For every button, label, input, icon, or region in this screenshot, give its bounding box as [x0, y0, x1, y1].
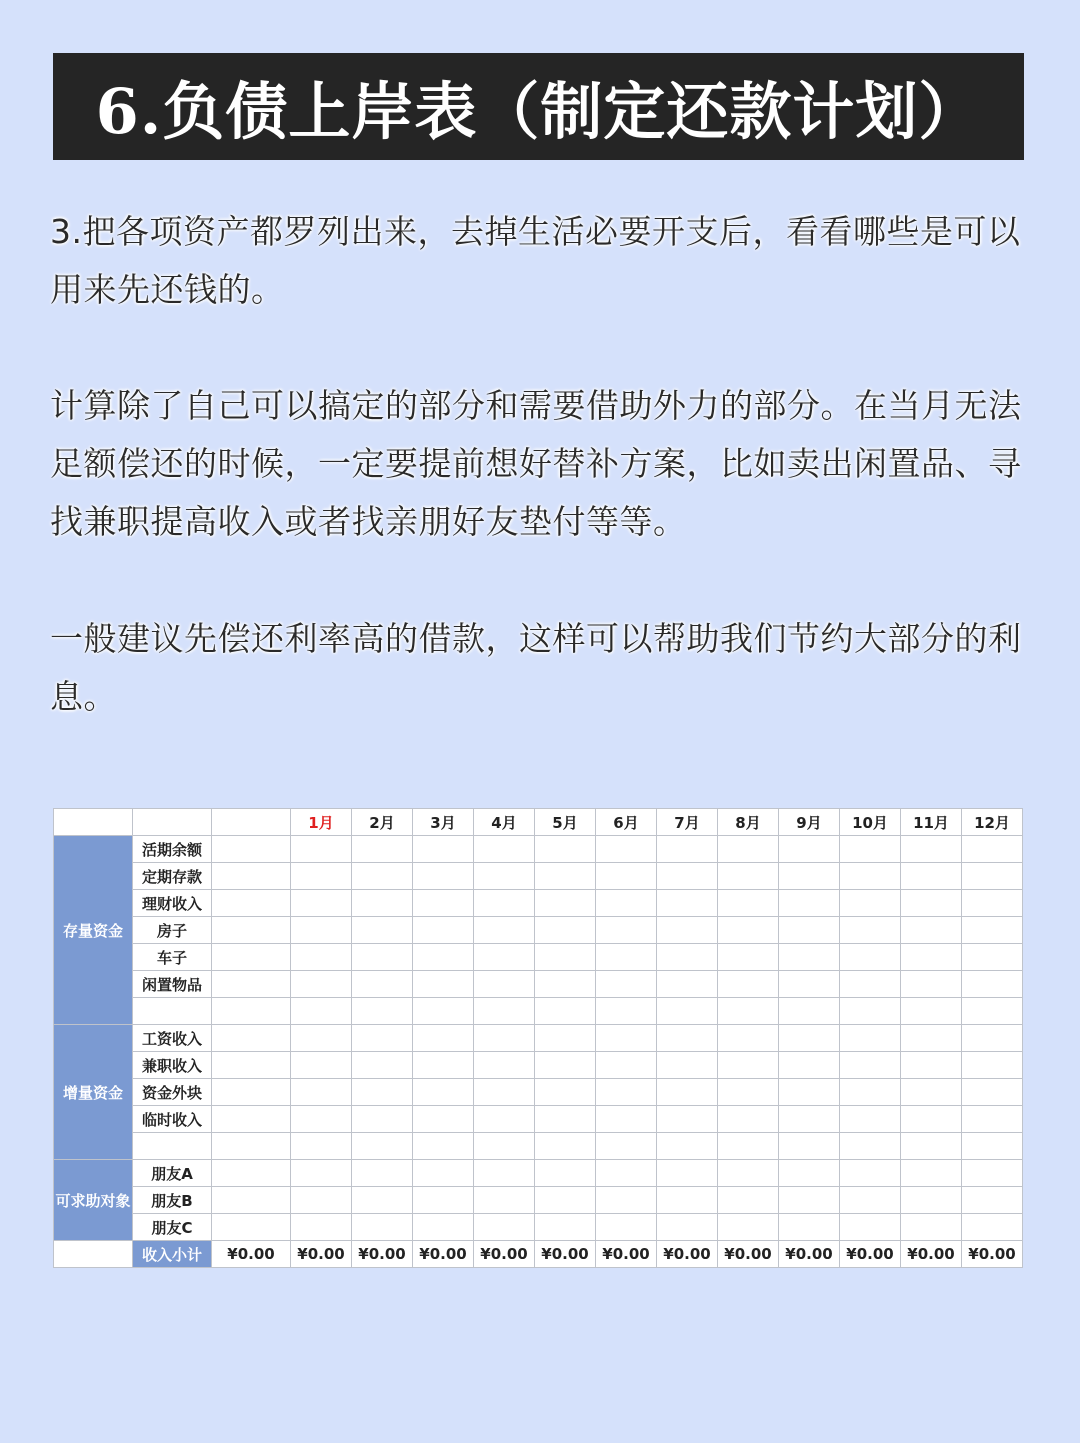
value-cell[interactable]: [657, 1214, 718, 1241]
subtotal-value: ¥0.00: [474, 1241, 535, 1268]
value-cell[interactable]: [352, 1079, 413, 1106]
table-row: [54, 1052, 1023, 1079]
value-cell[interactable]: [535, 1133, 596, 1160]
value-cell[interactable]: [901, 1025, 962, 1052]
value-cell[interactable]: [474, 1133, 535, 1160]
value-cell[interactable]: [413, 836, 474, 863]
value-cell[interactable]: [413, 890, 474, 917]
value-cell[interactable]: [657, 890, 718, 917]
value-cell[interactable]: [779, 1133, 840, 1160]
value-cell[interactable]: [657, 836, 718, 863]
value-cell[interactable]: [962, 1160, 1023, 1187]
value-cell[interactable]: [840, 1052, 901, 1079]
table-row: [54, 1133, 1023, 1160]
value-cell[interactable]: [596, 890, 657, 917]
value-cell[interactable]: [779, 998, 840, 1025]
value-cell[interactable]: [718, 1187, 779, 1214]
value-cell[interactable]: [291, 1052, 352, 1079]
table-row: [54, 917, 1023, 944]
value-cell[interactable]: [901, 1214, 962, 1241]
table-row: [54, 944, 1023, 971]
value-cell[interactable]: [962, 890, 1023, 917]
value-cell[interactable]: [413, 917, 474, 944]
subtotal-value: ¥0.00: [413, 1241, 474, 1268]
value-cell[interactable]: [352, 1187, 413, 1214]
item-label: 闲置物品: [133, 971, 212, 998]
value-cell[interactable]: [596, 1052, 657, 1079]
value-cell[interactable]: [413, 1160, 474, 1187]
value-cell[interactable]: [352, 944, 413, 971]
value-cell[interactable]: [291, 1079, 352, 1106]
value-cell[interactable]: [779, 1025, 840, 1052]
value-cell[interactable]: [474, 1052, 535, 1079]
value-cell[interactable]: [535, 1160, 596, 1187]
value-cell[interactable]: [474, 917, 535, 944]
value-cell[interactable]: [962, 836, 1023, 863]
value-cell[interactable]: [291, 1187, 352, 1214]
value-cell[interactable]: [962, 1052, 1023, 1079]
value-cell[interactable]: [718, 863, 779, 890]
table-row: [54, 863, 1023, 890]
value-cell[interactable]: [291, 1160, 352, 1187]
value-cell[interactable]: [212, 890, 291, 917]
item-label: 朋友B: [133, 1187, 212, 1214]
value-cell[interactable]: [474, 998, 535, 1025]
value-cell[interactable]: [413, 1025, 474, 1052]
value-cell[interactable]: [718, 917, 779, 944]
month-header-2: 2月: [352, 809, 413, 836]
value-cell[interactable]: [413, 1214, 474, 1241]
month-header-8: 8月: [718, 809, 779, 836]
header-blank-cell: [54, 809, 133, 836]
value-cell[interactable]: [962, 1025, 1023, 1052]
value-cell[interactable]: [657, 1052, 718, 1079]
value-cell[interactable]: [779, 1187, 840, 1214]
value-cell[interactable]: [212, 1079, 291, 1106]
value-cell[interactable]: [779, 1214, 840, 1241]
value-cell[interactable]: [212, 1052, 291, 1079]
header-blank-cell: [212, 809, 291, 836]
value-cell[interactable]: [779, 971, 840, 998]
value-cell[interactable]: [212, 1187, 291, 1214]
value-cell[interactable]: [840, 1133, 901, 1160]
value-cell[interactable]: [535, 863, 596, 890]
repayment-spreadsheet: [53, 808, 1023, 1268]
value-cell[interactable]: [291, 836, 352, 863]
value-cell[interactable]: [535, 1214, 596, 1241]
value-cell[interactable]: [413, 1106, 474, 1133]
value-cell[interactable]: [718, 1025, 779, 1052]
value-cell[interactable]: [535, 917, 596, 944]
value-cell[interactable]: [535, 1187, 596, 1214]
value-cell[interactable]: [657, 1025, 718, 1052]
value-cell[interactable]: [212, 1214, 291, 1241]
value-cell[interactable]: [535, 998, 596, 1025]
value-cell[interactable]: [413, 863, 474, 890]
value-cell[interactable]: [535, 1106, 596, 1133]
value-cell[interactable]: [596, 863, 657, 890]
value-cell[interactable]: [901, 1187, 962, 1214]
value-cell[interactable]: [901, 1052, 962, 1079]
value-cell[interactable]: [901, 1133, 962, 1160]
value-cell[interactable]: [291, 890, 352, 917]
value-cell[interactable]: [413, 1079, 474, 1106]
value-cell[interactable]: [352, 917, 413, 944]
value-cell[interactable]: [779, 1106, 840, 1133]
value-cell[interactable]: [352, 863, 413, 890]
value-cell[interactable]: [718, 971, 779, 998]
subtotal-value: ¥0.00: [657, 1241, 718, 1268]
value-cell[interactable]: [962, 863, 1023, 890]
value-cell[interactable]: [212, 836, 291, 863]
value-cell[interactable]: [212, 1106, 291, 1133]
value-cell[interactable]: [657, 1133, 718, 1160]
month-header-12: 12月: [962, 809, 1023, 836]
value-cell[interactable]: [413, 1052, 474, 1079]
value-cell[interactable]: [901, 836, 962, 863]
value-cell[interactable]: [474, 836, 535, 863]
paragraph-backup-plan: 计算除了自己可以搞定的部分和需要借助外力的部分。在当月无法足额偿还的时候，一定要提前想好替补方案，比如卖出闲置品、寻找兼职提高收入或者找亲朋好友垫付等等。: [50, 386, 1022, 541]
value-cell[interactable]: [901, 971, 962, 998]
subtotal-value: ¥0.00: [596, 1241, 657, 1268]
value-cell[interactable]: [212, 944, 291, 971]
value-cell[interactable]: [962, 917, 1023, 944]
value-cell[interactable]: [718, 1133, 779, 1160]
value-cell[interactable]: [212, 1160, 291, 1187]
value-cell[interactable]: [840, 998, 901, 1025]
value-cell[interactable]: [840, 1079, 901, 1106]
month-header-1: 1月: [291, 809, 352, 836]
value-cell[interactable]: [840, 1160, 901, 1187]
item-label: 理财收入: [133, 890, 212, 917]
value-cell[interactable]: [779, 1079, 840, 1106]
value-cell[interactable]: [779, 836, 840, 863]
value-cell[interactable]: [352, 1052, 413, 1079]
value-cell[interactable]: [212, 1025, 291, 1052]
value-cell[interactable]: [291, 917, 352, 944]
item-label: 临时收入: [133, 1106, 212, 1133]
subtotal-blank-cell: [54, 1241, 133, 1268]
value-cell[interactable]: [474, 1079, 535, 1106]
value-cell[interactable]: [718, 1160, 779, 1187]
value-cell[interactable]: [596, 1025, 657, 1052]
value-cell[interactable]: [474, 1025, 535, 1052]
subtotal-value: ¥0.00: [962, 1241, 1023, 1268]
value-cell[interactable]: [657, 863, 718, 890]
value-cell[interactable]: [840, 863, 901, 890]
table-row: [54, 1160, 1023, 1187]
value-cell[interactable]: [718, 944, 779, 971]
value-cell[interactable]: [840, 917, 901, 944]
value-cell[interactable]: [413, 971, 474, 998]
value-cell[interactable]: [291, 1025, 352, 1052]
value-cell[interactable]: [901, 890, 962, 917]
value-cell[interactable]: [352, 998, 413, 1025]
value-cell[interactable]: [413, 1187, 474, 1214]
value-cell[interactable]: [840, 836, 901, 863]
value-cell[interactable]: [413, 1133, 474, 1160]
value-cell[interactable]: [352, 890, 413, 917]
paragraph-interest-advice: 一般建议先偿还利率高的借款，这样可以帮助我们节约大部分的利息。: [50, 619, 1022, 716]
value-cell[interactable]: [596, 971, 657, 998]
value-cell[interactable]: [352, 1133, 413, 1160]
value-cell[interactable]: [779, 890, 840, 917]
group-label: 增量资金: [54, 1025, 133, 1160]
value-cell[interactable]: [718, 1214, 779, 1241]
value-cell[interactable]: [901, 1079, 962, 1106]
value-cell[interactable]: [718, 998, 779, 1025]
group-label: 存量资金: [54, 836, 133, 1025]
month-header-9: 9月: [779, 809, 840, 836]
value-cell[interactable]: [535, 971, 596, 998]
value-cell[interactable]: [291, 971, 352, 998]
value-cell[interactable]: [840, 971, 901, 998]
value-cell[interactable]: [352, 836, 413, 863]
value-cell[interactable]: [962, 998, 1023, 1025]
value-cell[interactable]: [474, 1106, 535, 1133]
value-cell[interactable]: [718, 1079, 779, 1106]
value-cell[interactable]: [474, 890, 535, 917]
item-label: 朋友A: [133, 1160, 212, 1187]
value-cell[interactable]: [840, 1214, 901, 1241]
table-row: [54, 1187, 1023, 1214]
value-cell[interactable]: [962, 1106, 1023, 1133]
value-cell[interactable]: [962, 971, 1023, 998]
value-cell[interactable]: [840, 1106, 901, 1133]
value-cell[interactable]: [657, 1160, 718, 1187]
value-cell[interactable]: [474, 1187, 535, 1214]
value-cell[interactable]: [901, 944, 962, 971]
subtotal-value: ¥0.00: [212, 1241, 291, 1268]
value-cell[interactable]: [901, 1160, 962, 1187]
value-cell[interactable]: [779, 944, 840, 971]
value-cell[interactable]: [474, 863, 535, 890]
value-cell[interactable]: [718, 1052, 779, 1079]
value-cell[interactable]: [596, 998, 657, 1025]
subtotal-value: ¥0.00: [779, 1241, 840, 1268]
item-label: 活期余额: [133, 836, 212, 863]
month-header-4: 4月: [474, 809, 535, 836]
subtotal-value: ¥0.00: [291, 1241, 352, 1268]
value-cell[interactable]: [596, 1187, 657, 1214]
paragraph-assets: 3.把各项资产都罗列出来，去掉生活必要开支后，看看哪些是可以用来先还钱的。: [50, 212, 1021, 309]
value-cell[interactable]: [840, 944, 901, 971]
item-label: 兼职收入: [133, 1052, 212, 1079]
value-cell[interactable]: [962, 944, 1023, 971]
value-cell[interactable]: [413, 998, 474, 1025]
value-cell[interactable]: [657, 998, 718, 1025]
value-cell[interactable]: [901, 863, 962, 890]
value-cell[interactable]: [535, 1052, 596, 1079]
value-cell[interactable]: [291, 1106, 352, 1133]
value-cell[interactable]: [596, 1133, 657, 1160]
value-cell[interactable]: [596, 1214, 657, 1241]
value-cell[interactable]: [352, 1214, 413, 1241]
value-cell[interactable]: [413, 944, 474, 971]
value-cell[interactable]: [596, 917, 657, 944]
value-cell[interactable]: [962, 1133, 1023, 1160]
value-cell[interactable]: [962, 1079, 1023, 1106]
value-cell[interactable]: [657, 917, 718, 944]
value-cell[interactable]: [840, 890, 901, 917]
table-row: [54, 1214, 1023, 1241]
value-cell[interactable]: [718, 836, 779, 863]
value-cell[interactable]: [352, 1025, 413, 1052]
subtotal-value: ¥0.00: [535, 1241, 596, 1268]
subtotal-row: [54, 1241, 1023, 1268]
subtotal-value: ¥0.00: [840, 1241, 901, 1268]
value-cell[interactable]: [718, 1106, 779, 1133]
table-row: [54, 1106, 1023, 1133]
value-cell[interactable]: [474, 1214, 535, 1241]
item-label: 车子: [133, 944, 212, 971]
value-cell[interactable]: [291, 863, 352, 890]
value-cell[interactable]: [596, 1160, 657, 1187]
table-row: [54, 1079, 1023, 1106]
value-cell[interactable]: [901, 917, 962, 944]
header-blank-cell: [133, 809, 212, 836]
value-cell[interactable]: [901, 998, 962, 1025]
value-cell[interactable]: [657, 1106, 718, 1133]
value-cell[interactable]: [657, 944, 718, 971]
value-cell[interactable]: [212, 863, 291, 890]
value-cell[interactable]: [352, 1106, 413, 1133]
month-header-6: 6月: [596, 809, 657, 836]
value-cell[interactable]: [657, 1187, 718, 1214]
item-label: 房子: [133, 917, 212, 944]
subtotal-value: ¥0.00: [901, 1241, 962, 1268]
value-cell[interactable]: [718, 890, 779, 917]
value-cell[interactable]: [962, 1214, 1023, 1241]
item-label: 工资收入: [133, 1025, 212, 1052]
value-cell[interactable]: [474, 971, 535, 998]
value-cell[interactable]: [291, 998, 352, 1025]
value-cell[interactable]: [212, 917, 291, 944]
month-header-10: 10月: [840, 809, 901, 836]
value-cell[interactable]: [779, 917, 840, 944]
value-cell[interactable]: [596, 1106, 657, 1133]
value-cell[interactable]: [535, 1025, 596, 1052]
value-cell[interactable]: [657, 1079, 718, 1106]
value-cell[interactable]: [901, 1106, 962, 1133]
value-cell[interactable]: [779, 1052, 840, 1079]
value-cell[interactable]: [535, 836, 596, 863]
item-label: [133, 1133, 212, 1160]
table-row: [54, 890, 1023, 917]
value-cell[interactable]: [291, 1214, 352, 1241]
table-row: [54, 998, 1023, 1025]
page-title: 6.负债上岸表（制定还款计划）: [53, 53, 1024, 160]
value-cell[interactable]: [212, 1133, 291, 1160]
value-cell[interactable]: [212, 971, 291, 998]
table-row: [54, 971, 1023, 998]
subtotal-value: ¥0.00: [718, 1241, 779, 1268]
subtotal-value: ¥0.00: [352, 1241, 413, 1268]
value-cell[interactable]: [840, 1025, 901, 1052]
group-label: 可求助对象: [54, 1160, 133, 1241]
value-cell[interactable]: [840, 1187, 901, 1214]
value-cell[interactable]: [779, 1160, 840, 1187]
value-cell[interactable]: [291, 1133, 352, 1160]
value-cell[interactable]: [474, 944, 535, 971]
item-label: 定期存款: [133, 863, 212, 890]
header-row: [54, 809, 1023, 836]
month-header-11: 11月: [901, 809, 962, 836]
value-cell[interactable]: [474, 1160, 535, 1187]
month-header-3: 3月: [413, 809, 474, 836]
month-header-7: 7月: [657, 809, 718, 836]
value-cell[interactable]: [535, 944, 596, 971]
value-cell[interactable]: [535, 1079, 596, 1106]
value-cell[interactable]: [596, 944, 657, 971]
value-cell[interactable]: [291, 944, 352, 971]
value-cell[interactable]: [596, 1079, 657, 1106]
value-cell[interactable]: [962, 1187, 1023, 1214]
item-label: 朋友C: [133, 1214, 212, 1241]
subtotal-label: 收入小计: [133, 1241, 212, 1268]
table-row: [54, 1025, 1023, 1052]
value-cell[interactable]: [212, 998, 291, 1025]
month-header-5: 5月: [535, 809, 596, 836]
value-cell[interactable]: [596, 836, 657, 863]
value-cell[interactable]: [352, 1160, 413, 1187]
table-row: [54, 836, 1023, 863]
value-cell[interactable]: [535, 890, 596, 917]
item-label: [133, 998, 212, 1025]
value-cell[interactable]: [657, 971, 718, 998]
value-cell[interactable]: [352, 971, 413, 998]
value-cell[interactable]: [779, 863, 840, 890]
item-label: 资金外块: [133, 1079, 212, 1106]
